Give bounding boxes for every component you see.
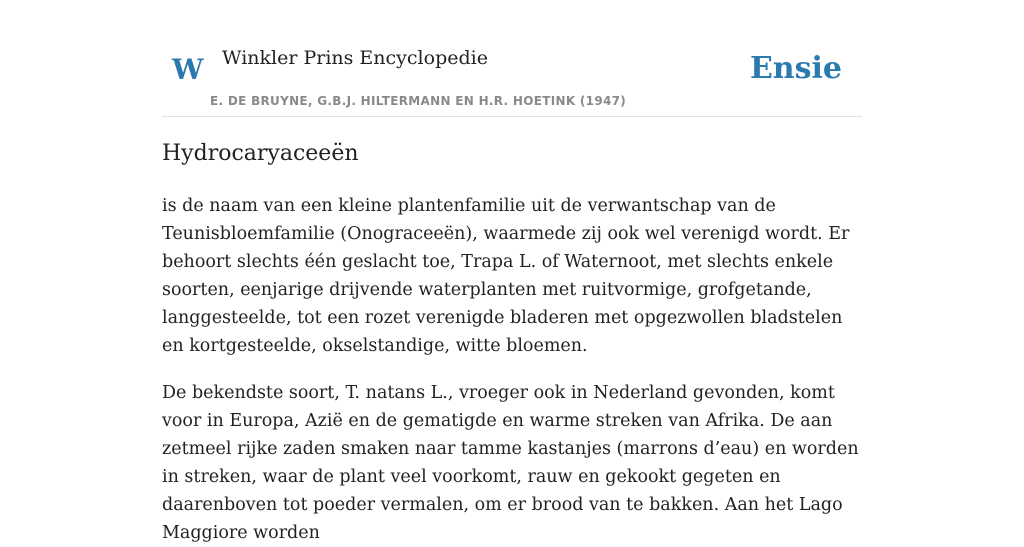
authors-subtitle: E. DE BRUYNE, G.B.J. HILTERMANN EN H.R. HOETINK (1947): [210, 94, 627, 108]
article-paragraph: De bekendste soort, T. natans L., vroeger ook in Nederland gevonden, komt voor in Europa, Azië en de gematigde en warme streken van Afrika. De aan zetmeel rijke zaden smaken naar tamme kastanjes (marrons d’eau) en worden in streken, waar de plant veel voorkomt, rauw en gekookt gegeten en daarenboven tot poeder vermalen, om er brood van te bakken. Aan het Lago Maggiore worden: [162, 383, 859, 543]
logo-icon[interactable]: W: [172, 53, 204, 86]
article-paragraph: is de naam van een kleine plantenfamilie uit de verwantschap van de Teunisbloemfamilie (Onograceeën), waarmede zij ook wel verenigd wordt. Er behoort slechts één geslacht toe, Trapa L. of Waternoot, met slechts enkele soorten, eenjarige drijvende waterplanten met ruitvormige, grofgetande, langgesteelde, tot een rozet verenigde bladeren met opgezwollen bladstelen en kortgesteelde, okselstandige, witte bloemen.: [162, 196, 850, 356]
site-title[interactable]: Winkler Prins Encyclopedie: [222, 47, 488, 69]
site-header: [162, 0, 862, 117]
article-title: Hydrocaryaceeën: [162, 141, 359, 166]
article: [162, 138, 866, 547]
brand-logo[interactable]: Ensie: [749, 51, 842, 86]
